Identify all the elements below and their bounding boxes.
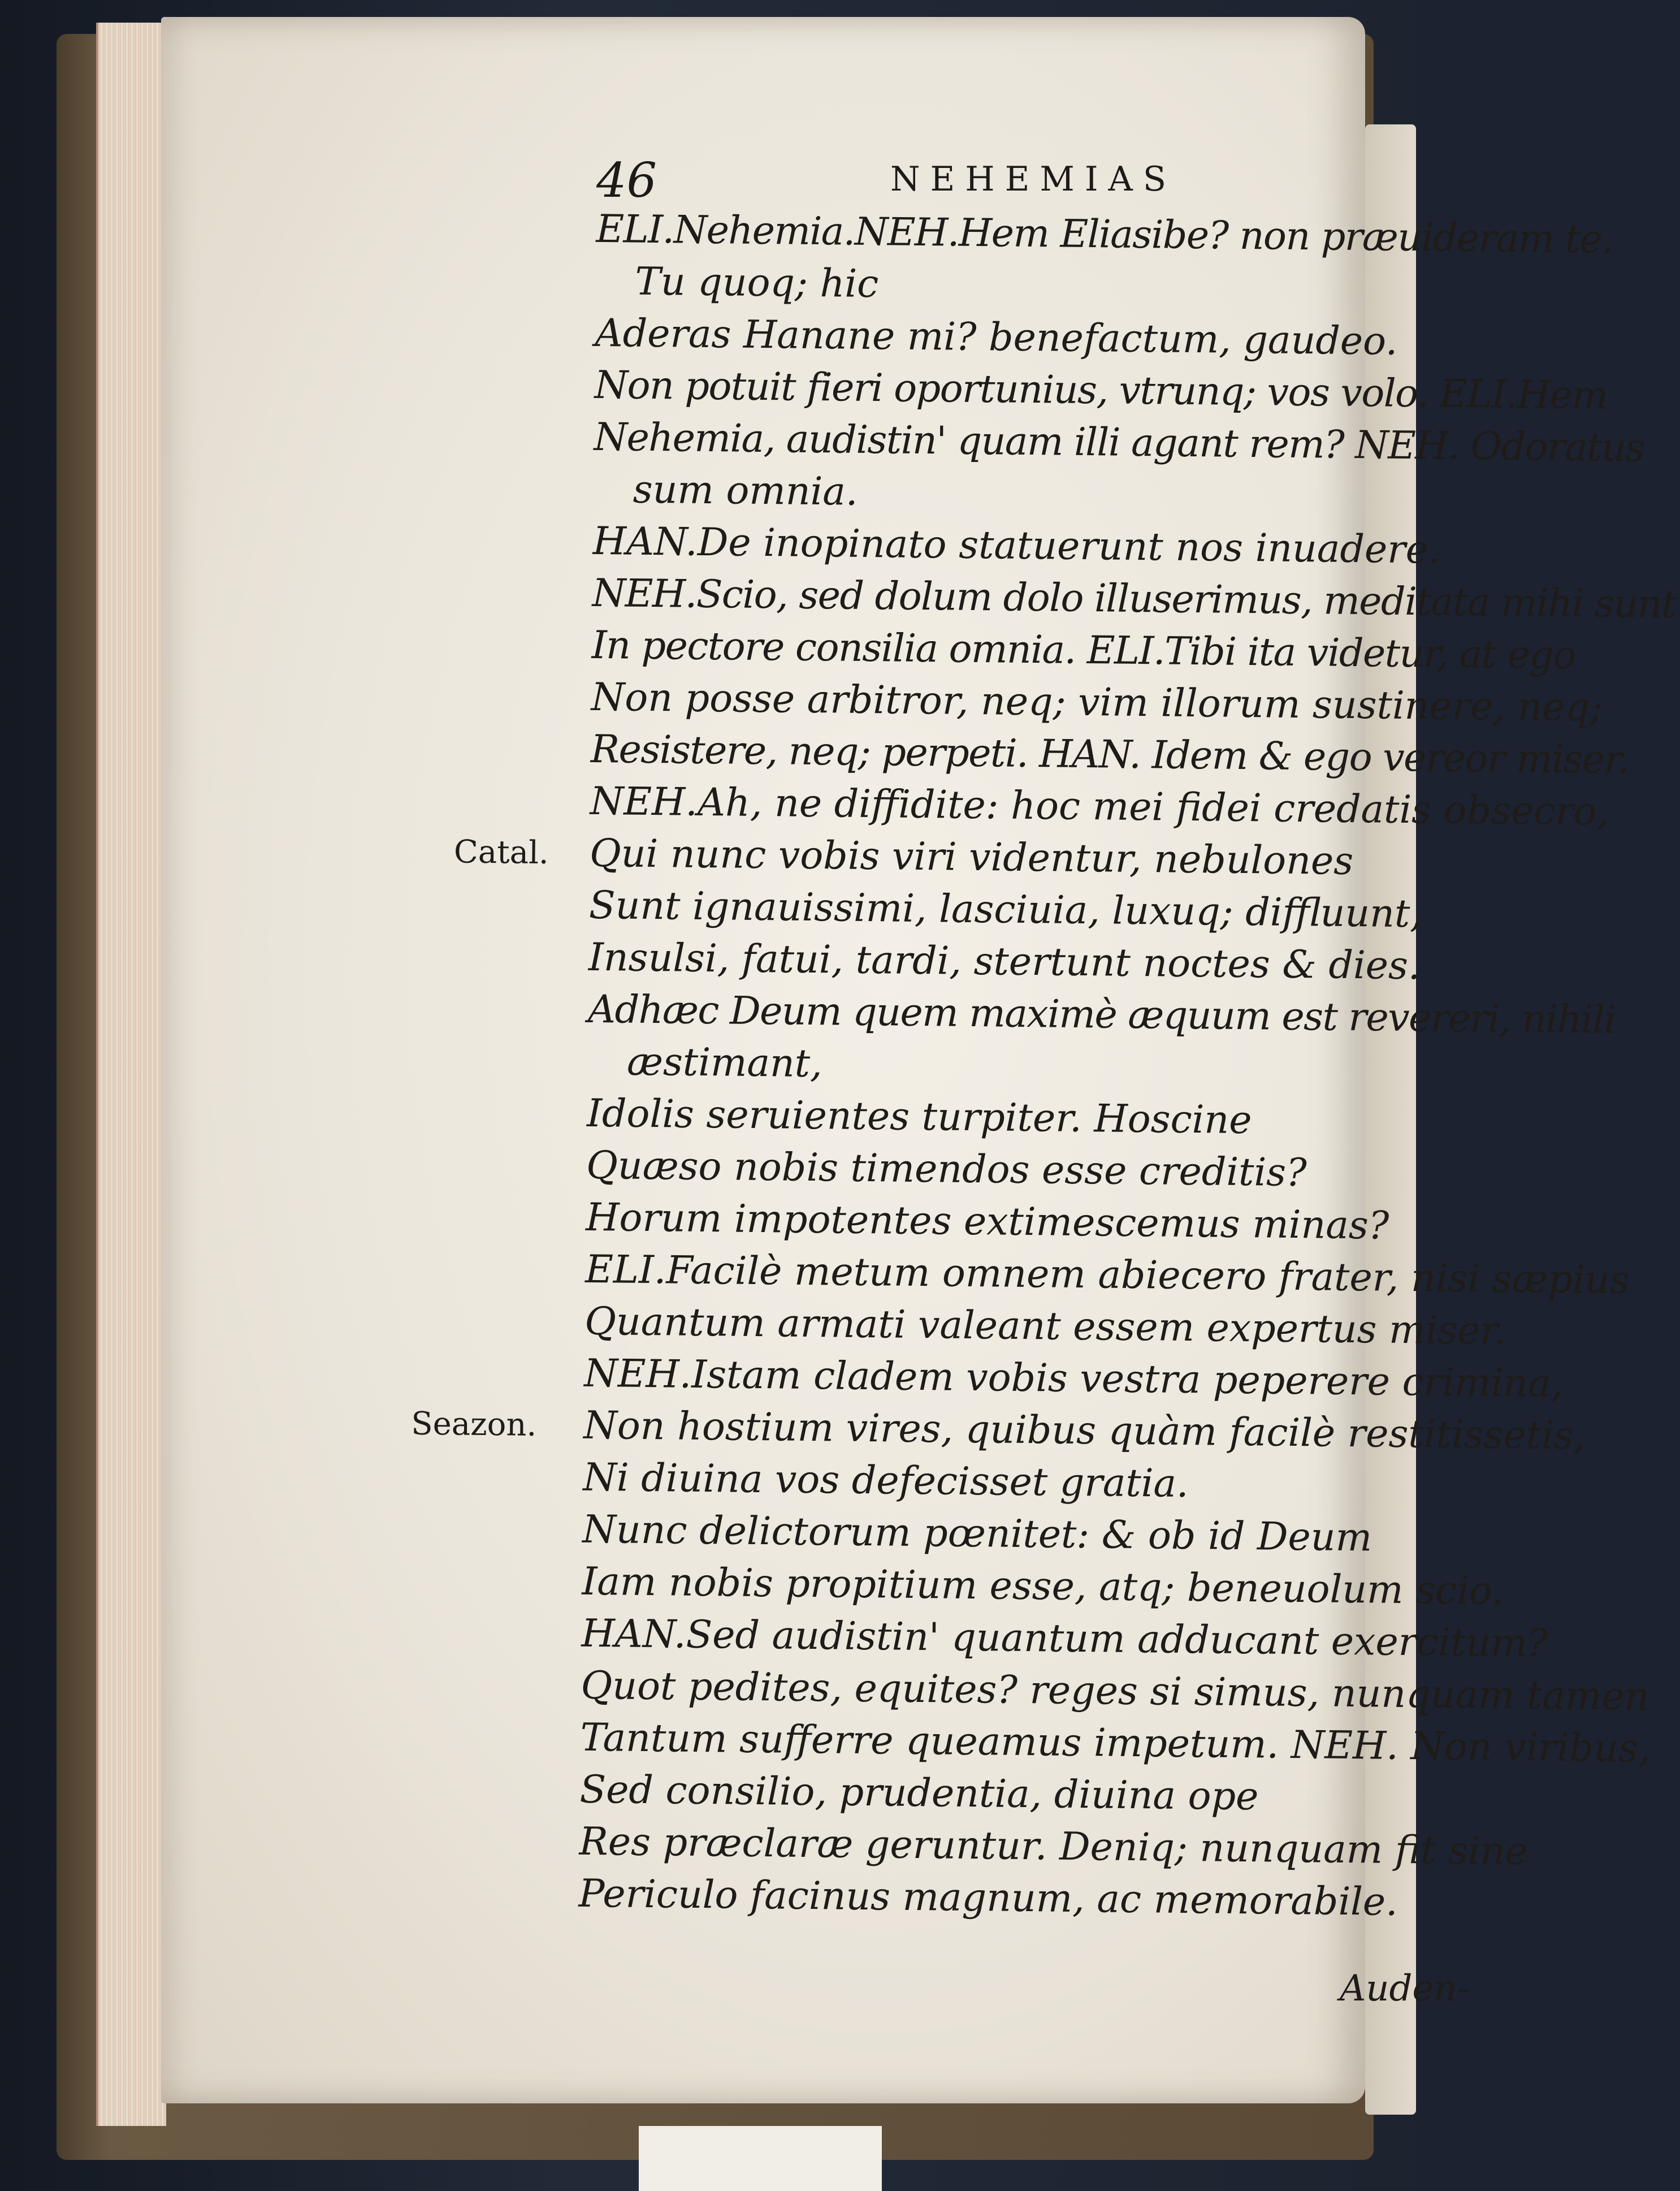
page-header: [596, 153, 1388, 209]
line-text: Non posse arbitror, neq; vim illorum sustinere, neq;: [591, 675, 1603, 731]
running-head: NEHEMIAS: [890, 159, 1176, 199]
line-text: ELI.Facilè metum omnem abiecero frater, nisi sæpius: [584, 1247, 1630, 1303]
line-text: Insulsi, fatui, tardi, stertunt noctes & dies.: [588, 935, 1421, 989]
line-text: Aderas Hanane mi? benefactum, gaudeo.: [595, 310, 1398, 364]
line-text: sum omnia.: [633, 467, 858, 515]
page-edges: [96, 23, 166, 2126]
line-text: Adhæc Deum quem maximè æquum est revereri, nihili: [587, 987, 1616, 1043]
line-text: Qui nunc vobis viri videntur, nebulones: [589, 831, 1354, 884]
line-text: Iam nobis propitium esse, atq; beneuolum scio.: [582, 1559, 1504, 1614]
line-text: æstimant,: [626, 1039, 823, 1087]
line-text: Quot pedites, equites? reges si simus, nunquam tamen: [581, 1663, 1649, 1719]
line-text: Quantum armati valeant essem expertus miser.: [584, 1299, 1507, 1354]
line-text: Tu quoq; hic: [635, 259, 879, 307]
margin-note-seazon: Seazon.: [411, 1405, 537, 1444]
line-text: NEH.Istam cladem vobis vestra peperere crimina,: [583, 1351, 1564, 1406]
line-text: In pectore consilia omnia. ELI.Tibi ita videtur, at ego: [591, 623, 1576, 679]
line-text: Quæso nobis timendos esse creditis?: [586, 1143, 1307, 1196]
line-text: NEH.Scio, sed dolum dolo illuserimus, meditata mihi sunt: [592, 571, 1677, 627]
line-text: Horum impotentes extimescemus minas?: [585, 1195, 1389, 1248]
line-text: Non potuit fieri oportunius, vtrunq; vos volo. ELI.Hem: [594, 362, 1608, 418]
line-text: Nehemia, audistin' quam illi agant rem? NEH. Odoratus: [594, 414, 1645, 471]
line-text: Idolis seruientes turpiter. Hoscine: [586, 1091, 1252, 1143]
line-text: ELI.Nehemia.NEH.Hem Eliasibe? non præuideram te.: [596, 206, 1613, 262]
line-text: Non hostium vires, quibus quàm facilè restitissetis,: [583, 1403, 1586, 1459]
line-text: Resistere, neq; perpeti. HAN. Idem & ego vereor miser.: [590, 727, 1629, 783]
line-text: Sed consilio, prudentia, diuina ope: [579, 1767, 1259, 1820]
line-text: Ni diuina vos defecisset gratia.: [582, 1455, 1189, 1507]
margin-note-catal: Catal.: [453, 833, 549, 872]
bottom-strip: [639, 2126, 882, 2191]
line-text: Periculo facinus magnum, ac memorabile.: [578, 1871, 1398, 1925]
line-text: HAN.De inopinato statuerunt nos inuadere.: [592, 518, 1441, 573]
line-text: Res præclaræ geruntur. Deniq; nunquam fit sine: [579, 1819, 1529, 1874]
line-text: NEH.Ah, ne diffidite: hoc mei fidei credatis obsecro,: [590, 779, 1609, 835]
page-number: 46: [596, 153, 657, 208]
line-text: Nunc delictorum pœnitet: & ob id Deum: [582, 1507, 1372, 1561]
line-text: Tantum sufferre queamus impetum. NEH. Non viribus,: [580, 1715, 1651, 1771]
line-text: Sunt ignauissimi, lasciuia, luxuq; diffluunt,: [588, 883, 1423, 937]
book-page: [161, 17, 1677, 2103]
line-text: HAN.Sed audistin' quantum adducant exercitum?: [581, 1611, 1548, 1666]
text-block: [313, 201, 1677, 1929]
catchword: Auden-: [1340, 1968, 1470, 2010]
